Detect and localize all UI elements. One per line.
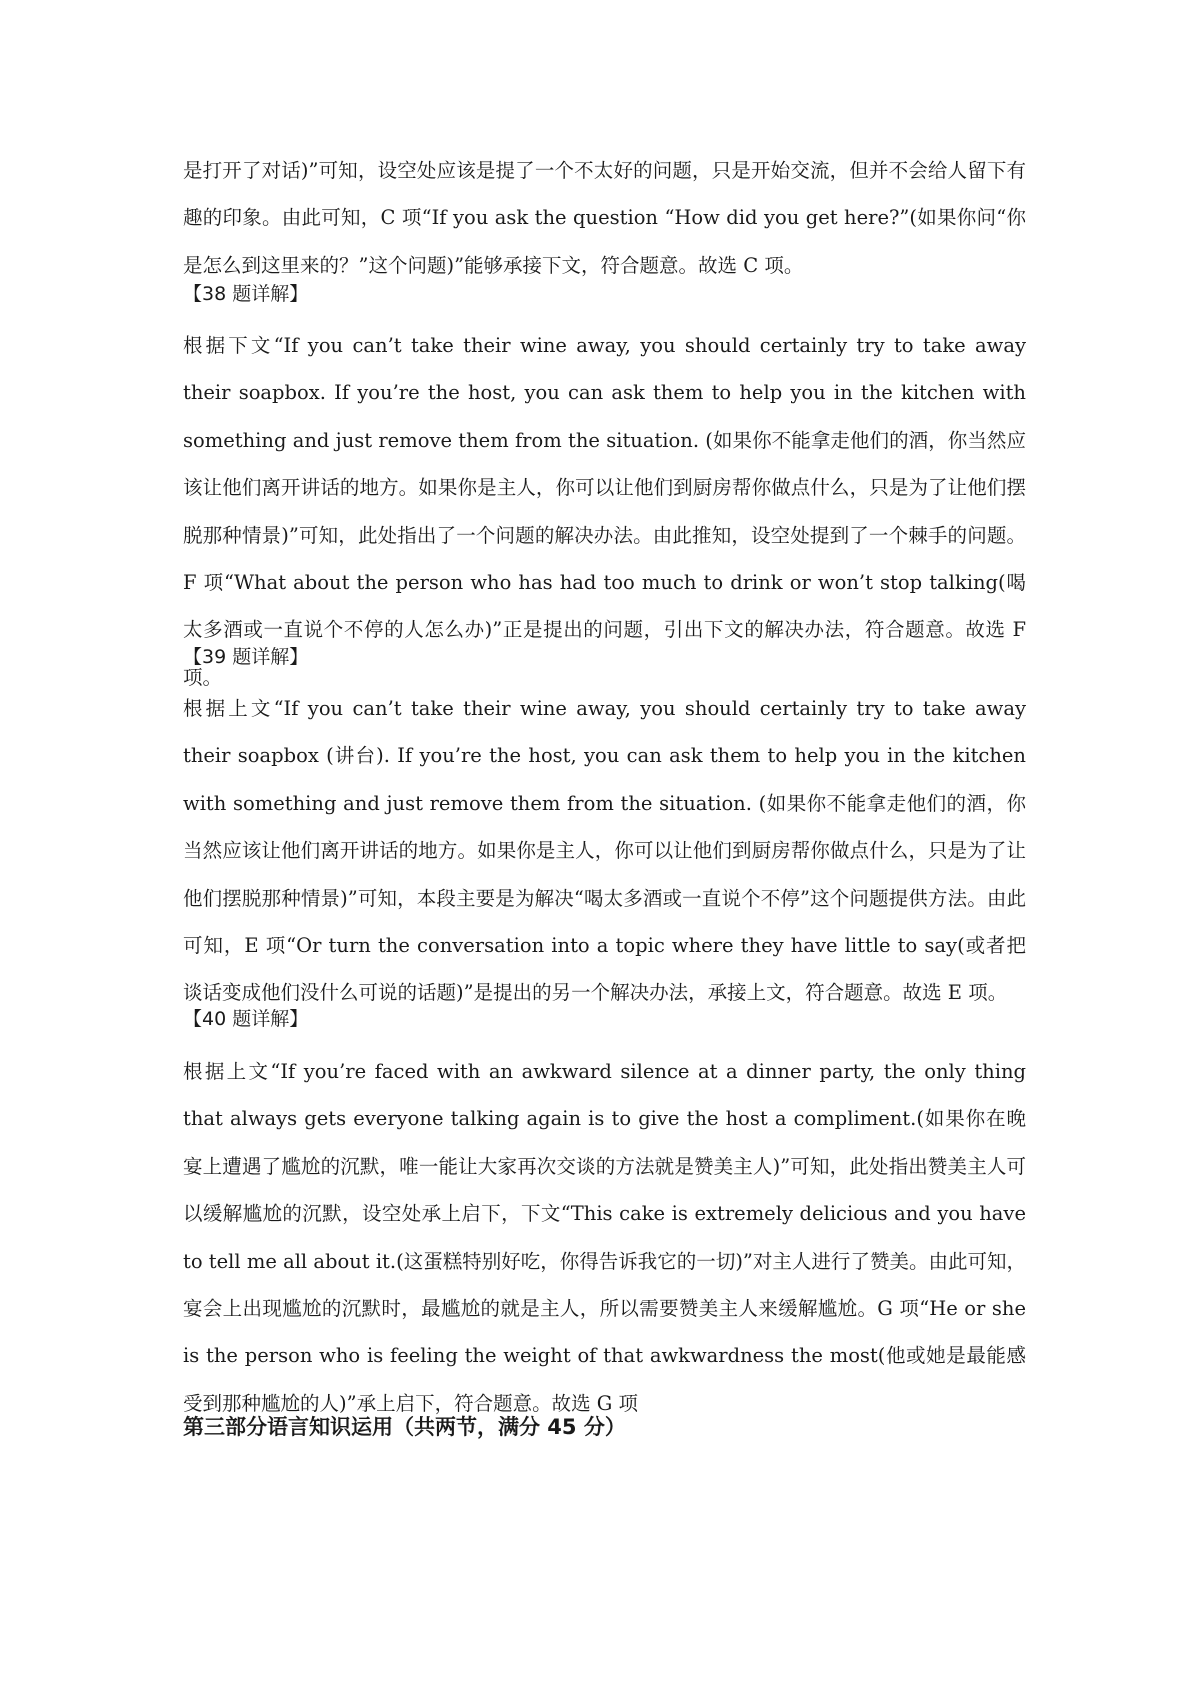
- q39-heading-block: [183, 642, 1026, 672]
- section-three-title-block: [183, 1411, 1026, 1443]
- q38-heading-block: [183, 279, 1026, 309]
- q40-heading-block: [183, 1004, 1026, 1034]
- section-title: 第三部分语言知识运用（共两节，满分 45 分）: [183, 1415, 626, 1439]
- paragraph-q38: 根据下文“If you can’t take their wine away, you should certainly try to take away their soapbox. If you’re the host, you can ask them to help you in the kitchen with something and just remove them from the situation. (如果你不能拿走他们的酒，你当然应该让他们离开讲话的地方。如果你是主人，你可以让他们到厨房帮你做点什么，只是为了让他们摆脱那种情景)”可知，此处指出了一个问题的解决办法。由此推知，设空处提到了一个棘手的问题。F 项“What about the person who has had too much to drink or won’t stop talking(喝太多酒或一直说个不停的人怎么办)”正是提出的问题，引出下文的解决办法，符合题意。故选 F 项。: [183, 334, 1026, 689]
- heading-q40: 【40 题详解】: [183, 1008, 309, 1030]
- heading-q38: 【38 题详解】: [183, 283, 309, 305]
- paragraph-q39: 根据上文“If you can’t take their wine away, you should certainly try to take away their soapbox (讲台). If you’re the host, you can ask them to help you in the kitchen with something and just remove them from the situation. (如果你不能拿走他们的酒，你当然应该让他们离开讲话的地方。如果你是主人，你可以让他们到厨房帮你做点什么，只是为了让他们摆脱那种情景)”可知，本段主要是为解决“喝太多酒或一直说个不停”这个问题提供方法。由此可知，E 项“Or turn the conversation into a topic where they have little to say(或者把谈话变成他们没什么可说的话题)”是提出的另一个解决办法，承接上文，符合题意。故选 E 项。: [183, 697, 1026, 1005]
- q37-explanation-tail: [183, 147, 1026, 289]
- q40-explanation: [183, 1048, 1026, 1427]
- paragraph-q37-tail: 是打开了对话)”可知，设空处应该是提了一个不太好的问题，只是开始交流，但并不会给人留下有趣的印象。由此可知，C 项“If you ask the question “How did you get here?”(如果你问“你是怎么到这里来的？”这个问题)”能够承接下文，符合题意。故选 C 项。: [183, 159, 1026, 277]
- heading-q39: 【39 题详解】: [183, 646, 309, 668]
- q39-explanation: [183, 685, 1026, 1017]
- paragraph-q40: 根据上文“If you’re faced with an awkward silence at a dinner party, the only thing that always gets everyone talking again is to give the host a compliment.(如果你在晚宴上遭遇了尴尬的沉默，唯一能让大家再次交谈的方法就是赞美主人)”可知，此处指出赞美主人可以缓解尴尬的沉默，设空处承上启下，下文“This cake is extremely delicious and you have to tell me all about it.(这蛋糕特别好吃，你得告诉我它的一切)”对主人进行了赞美。由此可知，宴会上出现尴尬的沉默时，最尴尬的就是主人，所以需要赞美主人来缓解尴尬。G 项“He or she is the person who is feeling the weight of that awkwardness the most(他或她是最能感受到那种尴尬的人)”承上启下，符合题意。故选 G 项: [183, 1060, 1026, 1415]
